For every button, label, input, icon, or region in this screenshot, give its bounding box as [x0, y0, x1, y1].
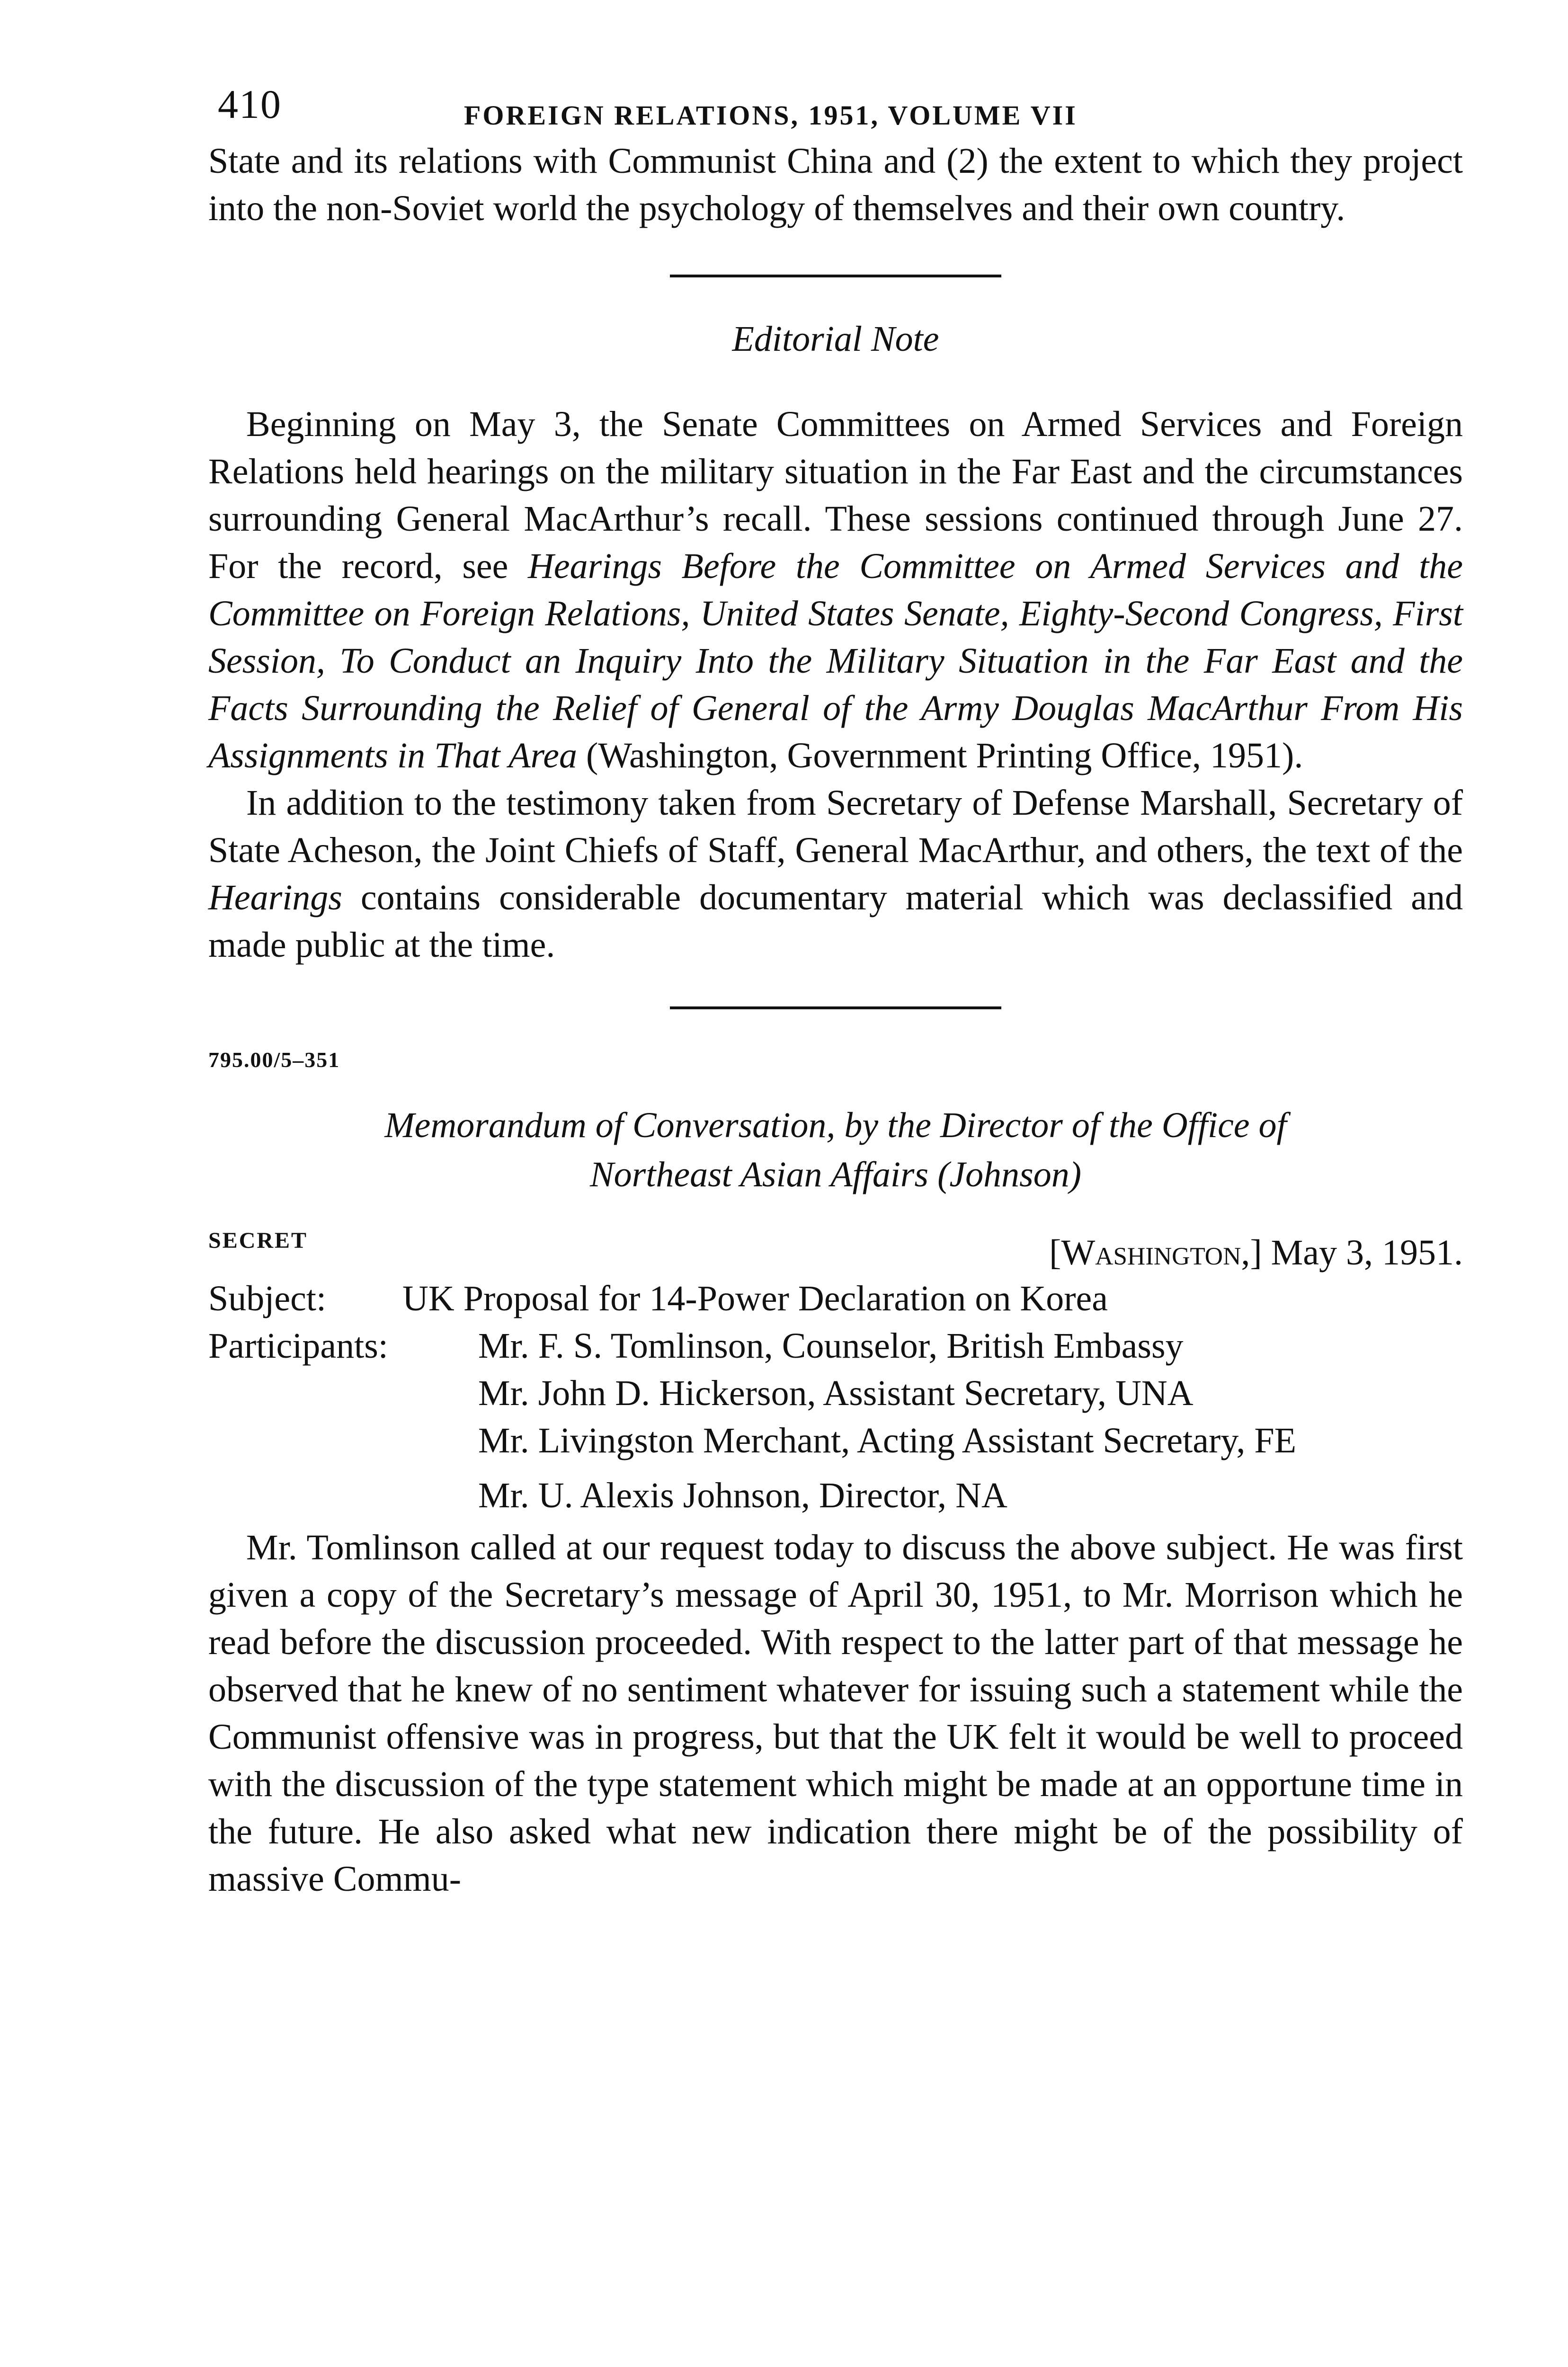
page-header — [208, 71, 1463, 137]
editorial-text: (Washington, Government Printing Office, 1951). — [577, 736, 1303, 775]
intro-paragraph: State and its relations with Communist China and (2) the extent to which they project into the non-Soviet world the psychology of themselves and their own country. — [208, 141, 1463, 228]
editorial-note-paragraph — [208, 400, 1463, 779]
subject-text: UK Proposal for 14-Power Declaration on Korea — [402, 1279, 1108, 1318]
editorial-text: Beginning on May 3, the Senate Committees on Armed Services and Foreign Relations held hearings on the military situation in the Far East and the circumstances surrounding General MacArthur’s recall. These sessions continued through June 27. For the record, see — [208, 404, 1463, 586]
editorial-text: contains considerable documentary material which was declassified and made public at the time. — [208, 878, 1463, 965]
editorial-note-title: Editorial Note — [732, 319, 939, 359]
section-divider — [670, 275, 1001, 277]
page-number: 410 — [218, 81, 282, 127]
section-divider — [670, 1006, 1001, 1009]
editorial-note-paragraph — [208, 779, 1463, 969]
memo-title-line: Memorandum of Conversation, by the Director of the Office of — [384, 1105, 1287, 1145]
participant-item: Mr. John D. Hickerson, Assistant Secretary, UNA — [478, 1373, 1194, 1413]
participant-item: Mr. Livingston Merchant, Acting Assistant Secretary, FE — [478, 1421, 1297, 1460]
hearings-italic: Hearings — [208, 878, 342, 917]
dateline-date: ] May 3, 1951. — [1250, 1233, 1463, 1272]
subject-label: Subject: — [208, 1279, 327, 1318]
dateline-place: Washington, — [1061, 1233, 1250, 1272]
memo-title — [208, 1101, 1463, 1199]
editorial-text: In addition to the testimony taken from Secretary of Defense Marshall, Secretary of State Acheson, the Joint Chiefs of Staff, General MacArthur, and others, the text of the — [208, 783, 1463, 870]
memo-body-paragraph: Mr. Tomlinson called at our request today to discuss the above subject. He was first given a copy of the Secretary’s message of April 30, 1951, to Mr. Morrison which he read before the discussion proceeded. With respect to the latter part of that message he observed that he knew of no sentiment whatever for issuing such a statement while the Communist offensive was in progress, but that the UK felt it would be well to proceed with the discussion of the type statement which might be made at an opportune time in the future. He also asked what new indication there might be of the possibility of massive Commu- — [208, 1528, 1463, 1899]
participant-item: Mr. F. S. Tomlinson, Counselor, British Embassy — [478, 1326, 1184, 1366]
hearings-citation-title: Hearings Before the Committee on Armed Services and the Committee on Foreign Relations, United States Senate, Eighty-Second Congress, First Session, To Conduct an Inquiry Into the Military Situation in the Far East and the Facts Surrounding the Relief of General of the Army Douglas MacArthur From His Assignments in That Area — [208, 546, 1463, 775]
participant-item: Mr. U. Alexis Johnson, Director, NA — [478, 1476, 1007, 1515]
classification-row — [208, 1223, 1463, 1275]
subject-row — [208, 1275, 1463, 1322]
participants-list — [478, 1322, 1463, 1519]
participants-block — [208, 1322, 1463, 1519]
participants-label: Participants: — [208, 1326, 388, 1366]
document-file-number: 795.00/5–351 — [208, 1048, 340, 1072]
memo-title-line: Northeast Asian Affairs (Johnson) — [589, 1155, 1082, 1194]
dateline — [1049, 1232, 1463, 1273]
classification-label: SECRET — [208, 1228, 308, 1253]
dateline-bracket: [ — [1049, 1233, 1061, 1272]
document-page — [208, 71, 1463, 1903]
running-head: FOREIGN RELATIONS, 1951, VOLUME VII — [464, 100, 1078, 131]
